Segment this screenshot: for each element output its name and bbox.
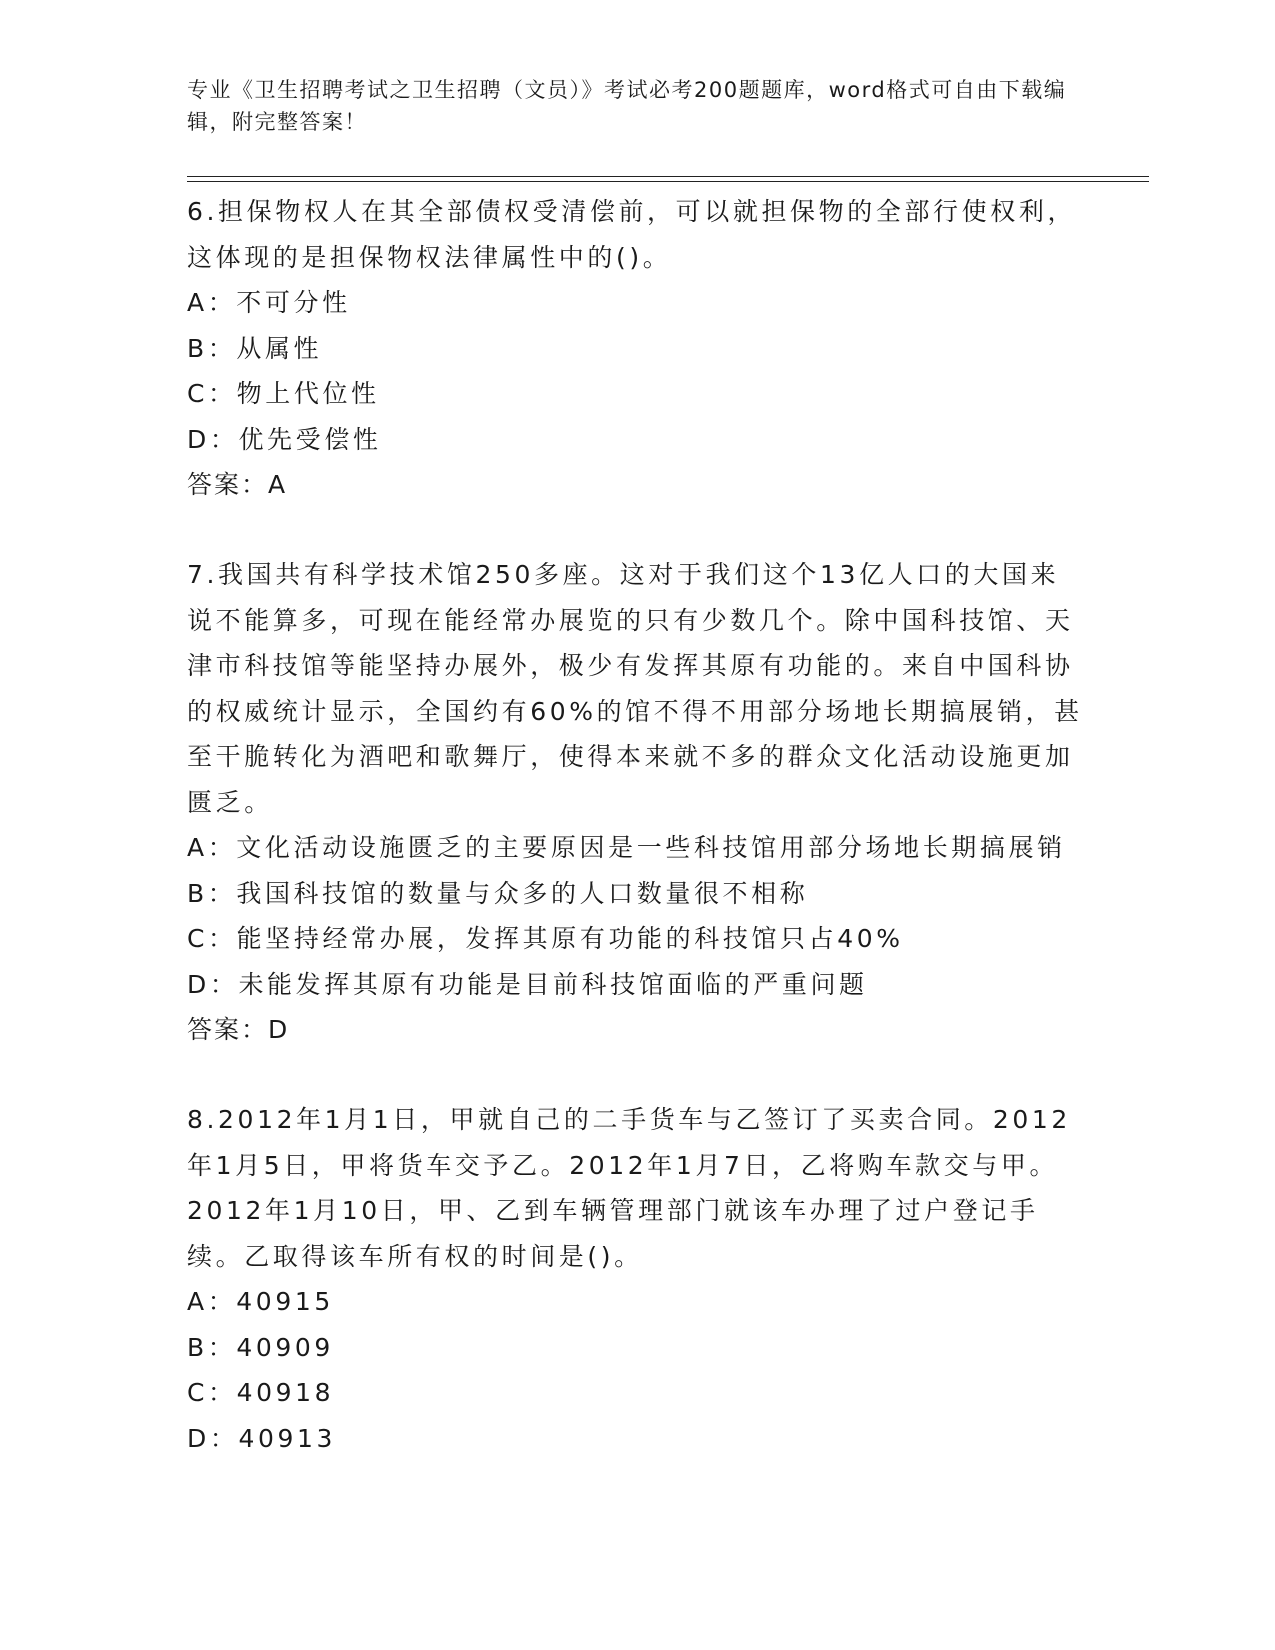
option-a: A：文化活动设施匮乏的主要原因是一些科技馆用部分场地长期搞展销	[187, 833, 1066, 862]
document-header: 专业《卫生招聘考试之卫生招聘（文员）》考试必考200题题库，word格式可自由下载编辑，附完整答案！	[187, 78, 1067, 134]
option-d: D：未能发挥其原有功能是目前科技馆面临的严重问题	[187, 969, 868, 999]
option-b: B：我国科技馆的数量与众多的人口数量很不相称	[187, 878, 809, 908]
option-d: D：优先受偿性	[187, 424, 382, 454]
option-b: B：从属性	[187, 333, 323, 363]
option-d: D：40913	[187, 1423, 336, 1453]
answer-line: 答案：D	[187, 1015, 290, 1044]
option-a: A：40915	[187, 1287, 334, 1316]
question-stem: 7.我国共有科学技术馆250多座。这对于我们这个13亿人口的大国来说不能算多，可现在能经常办展览的只有少数几个。除中国科技馆、天津市科技馆等能坚持办展外，极少有发挥其原有功能的。来自中国科协的权威统计显示，全国约有60%的馆不得不用部分场地长期搞展销，甚至干脆转化为酒吧和歌舞厅，使得本来就不多的群众文化活动设施更加匮乏。	[187, 560, 1083, 817]
option-b: B：40909	[187, 1332, 334, 1362]
option-c: C：40918	[187, 1378, 335, 1407]
option-a: A：不可分性	[187, 288, 351, 317]
question-7	[187, 552, 1087, 1053]
answer-line: 答案：A	[187, 470, 288, 499]
question-stem: 6.担保物权人在其全部债权受清偿前，可以就担保物的全部行使权利，这体现的是担保物权法律属性中的()。	[187, 197, 1077, 272]
question-8	[187, 1097, 1087, 1461]
question-stem: 8.2012年1月1日，甲就自己的二手货车与乙签订了买卖合同。2012年1月5日，甲将货车交予乙。2012年1月7日，乙将购车款交与甲。2012年1月10日，甲、乙到车辆管理部门就该车办理了过户登记手续。乙取得该车所有权的时间是()。	[187, 1105, 1071, 1271]
header-divider	[187, 176, 1149, 182]
option-c: C：物上代位性	[187, 379, 380, 408]
option-c: C：能坚持经常办展，发挥其原有功能的科技馆只占40%	[187, 924, 904, 953]
question-6	[187, 189, 1087, 508]
